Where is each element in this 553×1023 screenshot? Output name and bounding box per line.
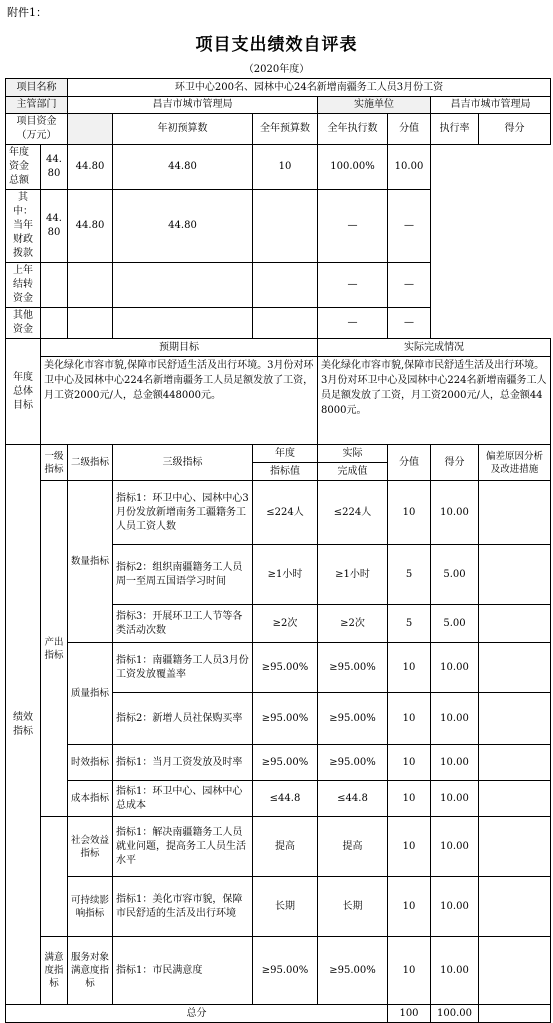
score-value: 10 — [388, 817, 431, 877]
level2-cell: 社会效益指标 — [68, 817, 113, 877]
level1-cell — [41, 817, 68, 937]
funds-header: 得分 — [479, 114, 551, 145]
level1-cell: 满意度指标 — [41, 937, 68, 1005]
deviation-note — [479, 745, 551, 781]
level3-indicator: 指标1：当月工资发放及时率 — [113, 745, 253, 781]
header-annual: 年度 — [253, 445, 318, 463]
score: 10.00 — [431, 481, 479, 545]
funds-row-label: 年度资金总额 — [6, 145, 41, 190]
level3-indicator: 指标1：市民满意度 — [113, 937, 253, 1005]
funds-cell: 44.80 — [68, 190, 113, 263]
funds-cell — [113, 263, 253, 308]
funds-cell: — — [388, 263, 431, 308]
actual-value: ≤44.8 — [318, 781, 388, 817]
funds-cell: — — [318, 190, 388, 263]
actual-goal-text: 美化绿化市容市貌,保障市民舒适生活及出行环境。3月份对环卫中心及园林中心224名新增南疆务工人员足额发放了工资，月工资2000元/人，总金额448000元。 — [318, 357, 551, 445]
target-value: 提高 — [253, 817, 318, 877]
level2-cell: 成本指标 — [68, 781, 113, 817]
score-value: 10 — [388, 481, 431, 545]
deviation-note — [479, 781, 551, 817]
actual-value: ≤224人 — [318, 481, 388, 545]
funds-cell — [41, 263, 68, 308]
funds-cell: 10 — [253, 145, 318, 190]
funds-header: 执行率 — [431, 114, 479, 145]
target-value: ≤224人 — [253, 481, 318, 545]
score: 10.00 — [431, 745, 479, 781]
funds-cell — [253, 190, 318, 263]
deviation-note — [479, 545, 551, 605]
deviation-note — [479, 693, 551, 745]
funds-label: 项目资金（万元） — [6, 114, 68, 145]
evaluation-table — [5, 78, 551, 1023]
funds-cell: — — [318, 308, 388, 339]
funds-header: 年初预算数 — [113, 114, 253, 145]
funds-row-label: 其中：当年财政拨款 — [6, 190, 41, 263]
target-value: ≥95.00% — [253, 643, 318, 693]
actual-value: 提高 — [318, 817, 388, 877]
page-title: 项目支出绩效自评表 — [195, 35, 358, 55]
level3-indicator: 指标1：环卫中心、园林中心总成本 — [113, 781, 253, 817]
target-value: ≥95.00% — [253, 937, 318, 1005]
score-value: 5 — [388, 545, 431, 605]
total-note — [479, 1005, 551, 1023]
project-name: 环卫中心200名、园林中心24名新增南疆务工人员3月份工资 — [68, 79, 551, 97]
funds-cell: 10.00 — [388, 145, 431, 190]
actual-value: ≥95.00% — [318, 745, 388, 781]
funds-header: 全年预算数 — [253, 114, 318, 145]
funds-cell: — — [388, 190, 431, 263]
header-analysis: 偏差原因分析及改进措施 — [479, 445, 551, 481]
level3-indicator: 指标1：南疆籍务工人员3月份工资发放覆盖率 — [113, 643, 253, 693]
funds-cell: 100.00% — [318, 145, 388, 190]
deviation-note — [479, 481, 551, 545]
funds-row-label: 上年结转资金 — [6, 263, 41, 308]
funds-cell: 44.80 — [68, 145, 113, 190]
expected-goal-label: 预期目标 — [41, 339, 318, 357]
funds-cell — [253, 308, 318, 339]
score-value: 5 — [388, 605, 431, 643]
target-value: ≥2次 — [253, 605, 318, 643]
deviation-note — [479, 937, 551, 1005]
year-subtitle: （2020年度） — [243, 64, 310, 75]
total-label: 总分 — [6, 1005, 388, 1023]
level3-indicator: 指标1：美化市容市貌，保障市民舒适的生活及出行环境 — [113, 877, 253, 937]
actual-value: 长期 — [318, 877, 388, 937]
score: 10.00 — [431, 877, 479, 937]
header-annual-sub: 指标值 — [253, 463, 318, 481]
dept-value: 昌吉市城市管理局 — [68, 97, 318, 114]
funds-cell — [68, 308, 113, 339]
level3-indicator: 指标1：解决南疆籍务工人员就业问题，提高务工人员生活水平 — [113, 817, 253, 877]
funds-cell — [68, 263, 113, 308]
header-level1: 一级指标 — [41, 445, 68, 481]
score-value: 10 — [388, 745, 431, 781]
indicators-section-label: 绩效指标 — [6, 445, 41, 1005]
funds-header: 分值 — [388, 114, 431, 145]
level3-indicator: 指标1：环卫中心、园林中心3月份发放新增南务工疆籍务工人员工资人数 — [113, 481, 253, 545]
funds-cell: 44.80 — [41, 190, 68, 263]
level2-cell: 可持续影响指标 — [68, 877, 113, 937]
target-value: 长期 — [253, 877, 318, 937]
deviation-note — [479, 877, 551, 937]
score: 10.00 — [431, 643, 479, 693]
score: 5.00 — [431, 545, 479, 605]
total-score: 100.00 — [431, 1005, 479, 1023]
score: 5.00 — [431, 605, 479, 643]
score-value: 10 — [388, 937, 431, 1005]
funds-cell: 44.80 — [113, 145, 253, 190]
deviation-note — [479, 605, 551, 643]
header-score-value: 分值 — [388, 445, 431, 481]
target-value: ≥95.00% — [253, 745, 318, 781]
level2-cell: 服务对象满意度指标 — [68, 937, 113, 1005]
actual-goal-label: 实际完成情况 — [318, 339, 551, 357]
goals-label: 年度总体目标 — [6, 339, 41, 445]
score: 10.00 — [431, 817, 479, 877]
actual-value: ≥95.00% — [318, 693, 388, 745]
level3-indicator: 指标3：开展环卫工人节等各类活动次数 — [113, 605, 253, 643]
expected-goal-text: 美化绿化市容市貌,保障市民舒适生活及出行环境。3月份对环卫中心及园林中心224名新增南疆务工人员足额发放了工资，月工资2000元/人，总金额448000元。 — [41, 357, 318, 445]
score: 10.00 — [431, 937, 479, 1005]
funds-cell: 44.80 — [41, 145, 68, 190]
funds-cell: 44.80 — [113, 190, 253, 263]
funds-row-label: 其他资金 — [6, 308, 41, 339]
header-level3: 三级指标 — [113, 445, 253, 481]
annex-label: 附件1： — [7, 6, 47, 19]
deviation-note — [479, 643, 551, 693]
actual-value: ≥2次 — [318, 605, 388, 643]
header-score: 得分 — [431, 445, 479, 481]
actual-value: ≥95.00% — [318, 643, 388, 693]
score-value: 10 — [388, 877, 431, 937]
header-actual: 实际 — [318, 445, 388, 463]
score-value: 10 — [388, 693, 431, 745]
header-actual-sub: 完成值 — [318, 463, 388, 481]
target-value: ≥95.00% — [253, 693, 318, 745]
score-value: 10 — [388, 643, 431, 693]
funds-cell — [113, 308, 253, 339]
unit-label: 实施单位 — [318, 97, 431, 114]
funds-cell — [253, 263, 318, 308]
funds-cell: — — [318, 263, 388, 308]
level2-cell: 质量指标 — [68, 643, 113, 745]
actual-value: ≥95.00% — [318, 937, 388, 1005]
dept-label: 主管部门 — [6, 97, 68, 114]
funds-cell — [41, 308, 68, 339]
level1-cell: 产出指标 — [41, 481, 68, 817]
total-value: 100 — [388, 1005, 431, 1023]
level3-indicator: 指标2：新增人员社保购买率 — [113, 693, 253, 745]
funds-cell: — — [388, 308, 431, 339]
project-name-label: 项目名称 — [6, 79, 68, 97]
score: 10.00 — [431, 693, 479, 745]
score-value: 10 — [388, 781, 431, 817]
level2-cell: 数量指标 — [68, 481, 113, 643]
level3-indicator: 指标2：组织南疆籍务工人员周一至周五国语学习时间 — [113, 545, 253, 605]
actual-value: ≥1小时 — [318, 545, 388, 605]
score: 10.00 — [431, 781, 479, 817]
target-value: ≤44.8 — [253, 781, 318, 817]
deviation-note — [479, 817, 551, 877]
target-value: ≥1小时 — [253, 545, 318, 605]
unit-value: 昌吉市城市管理局 — [431, 97, 551, 114]
funds-header: 全年执行数 — [318, 114, 388, 145]
level2-cell: 时效指标 — [68, 745, 113, 781]
header-level2: 二级指标 — [68, 445, 113, 481]
